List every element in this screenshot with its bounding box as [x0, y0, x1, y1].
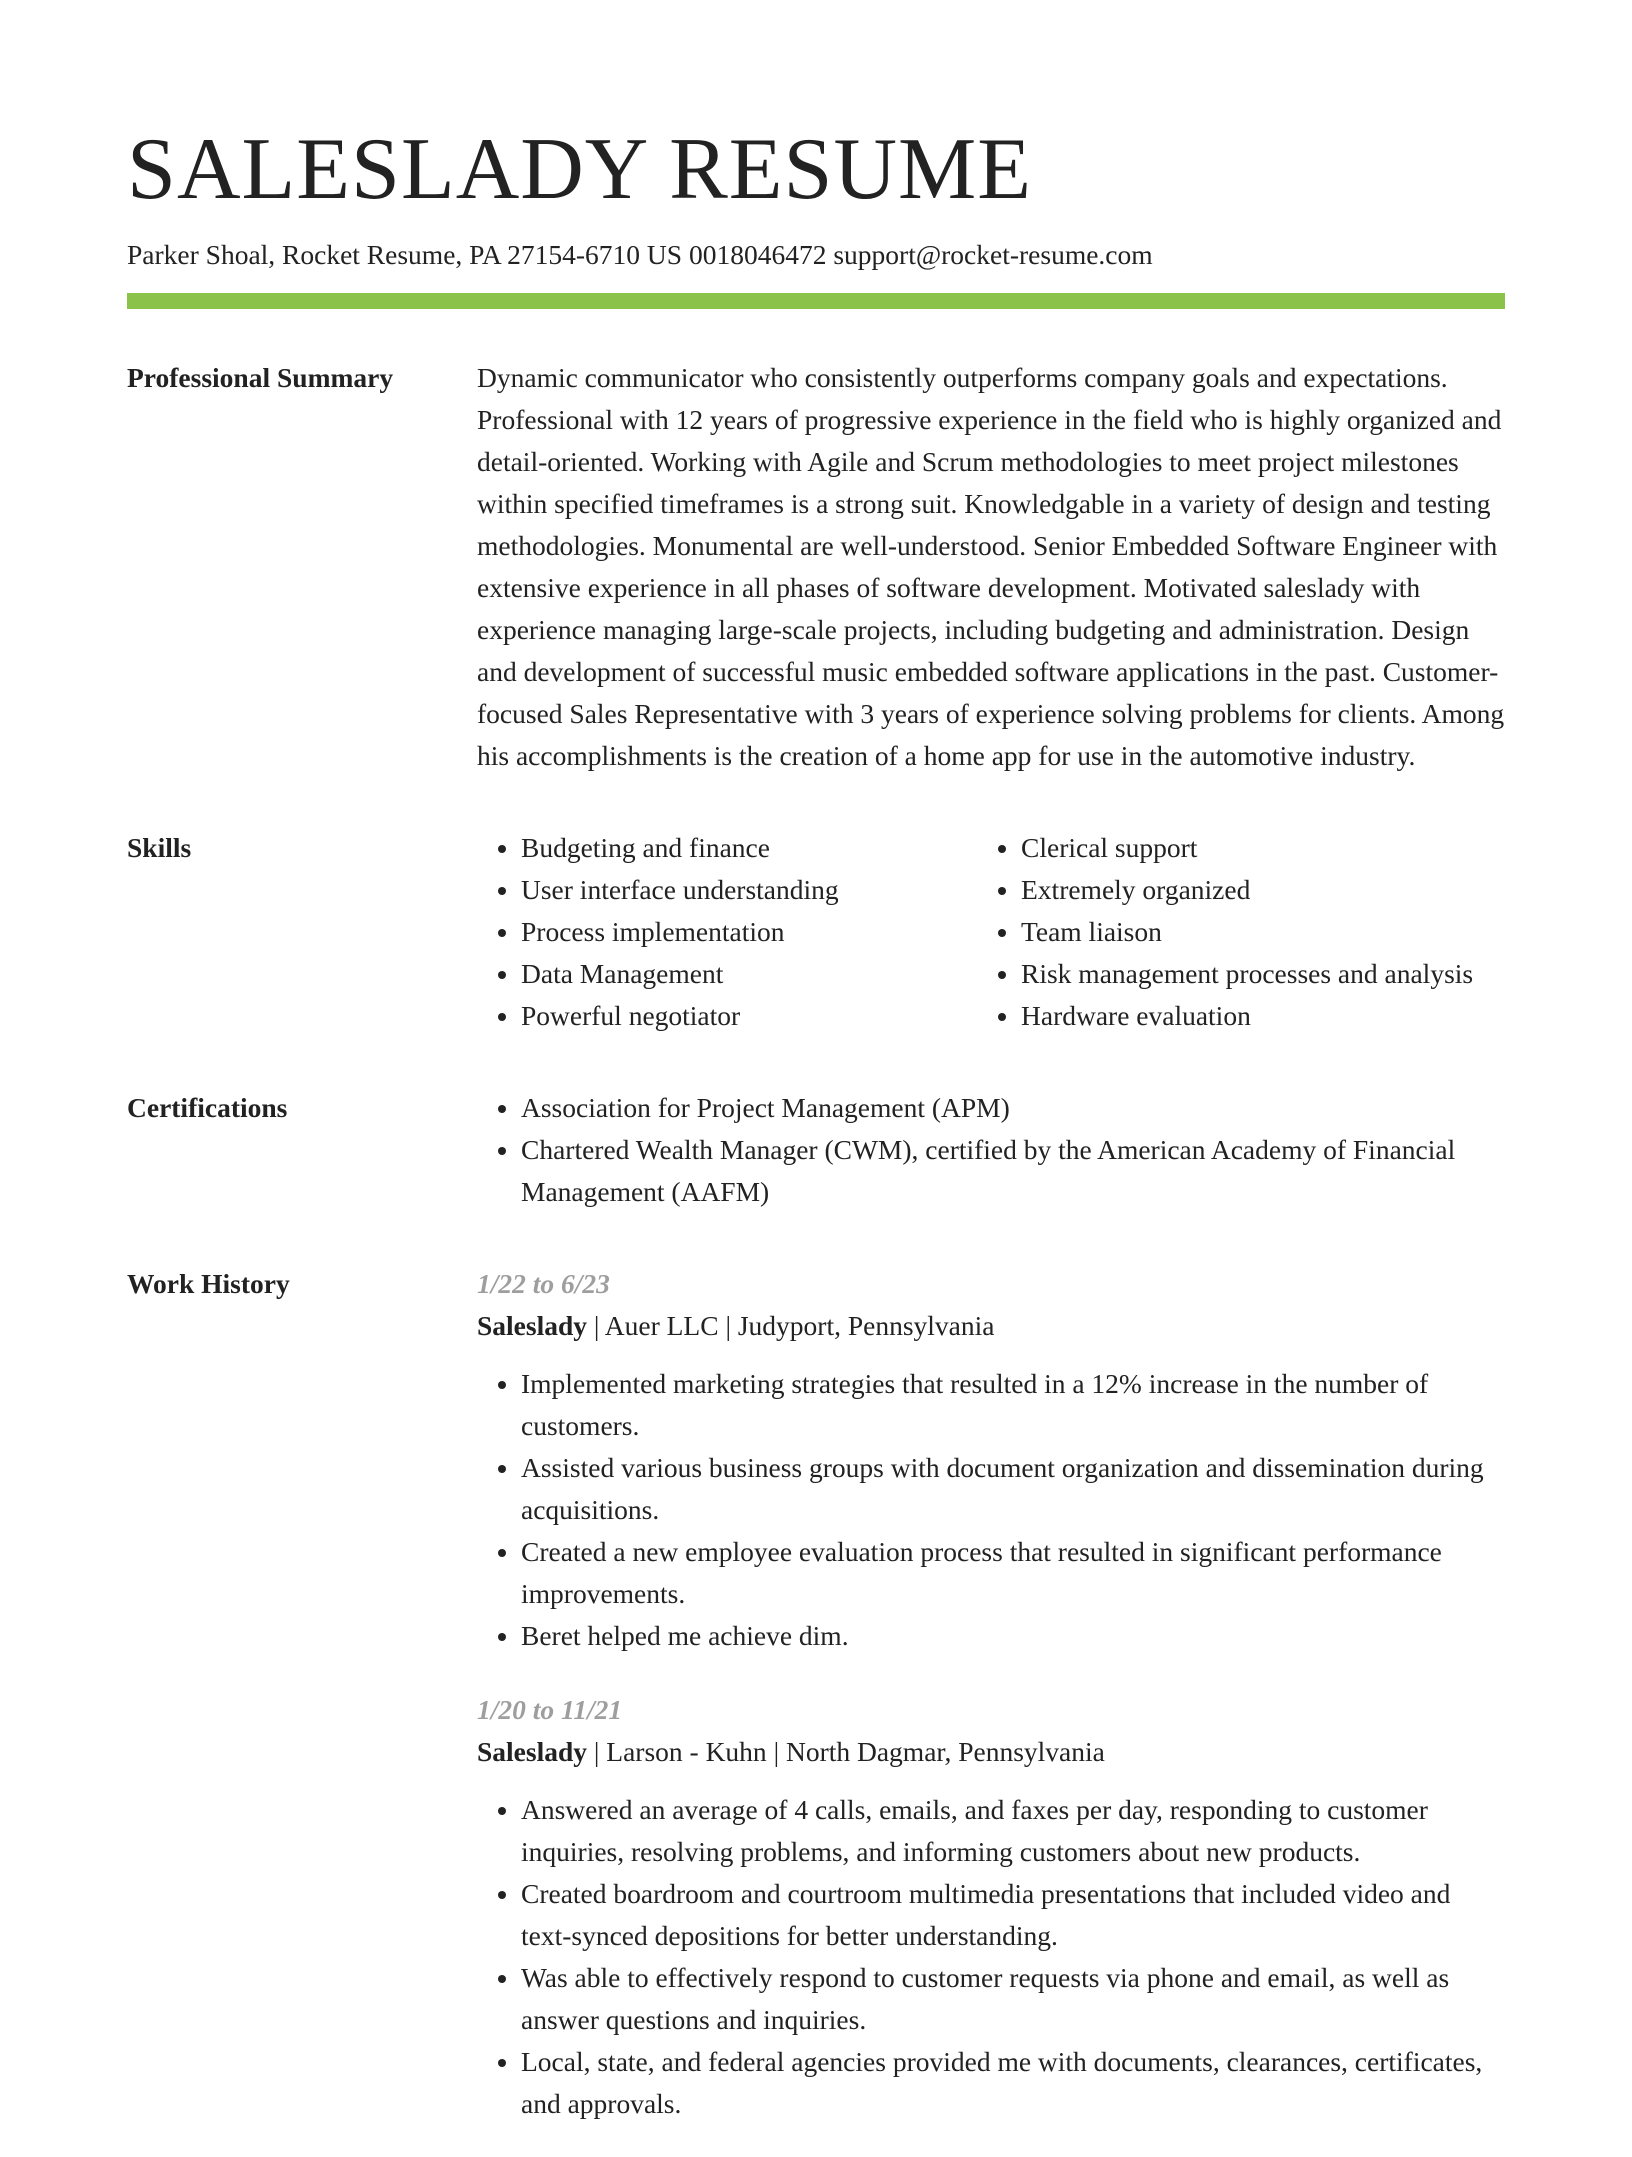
skills-grid [477, 827, 1505, 1037]
job-bullet: • Local, state, and federal agencies provided me with documents, clearances, certificates, and approvals. [521, 2041, 1505, 2125]
job-company: Larson - Kuhn [606, 1736, 767, 1767]
summary-section [127, 357, 1505, 777]
job-location: North Dagmar, Pennsylvania [785, 1736, 1105, 1767]
job-entry [477, 1689, 1505, 2125]
job-bullets [477, 1789, 1505, 2125]
job-company: Auer LLC [604, 1310, 719, 1341]
job-bullet: • Beret helped me achieve dim. [521, 1615, 1505, 1657]
skill-item: • Hardware evaluation [1021, 995, 1473, 1037]
skill-item: • User interface understanding [521, 869, 977, 911]
job-dates: 1/22 to 6/23 [477, 1268, 610, 1299]
job-bullet: • Was able to effectively respond to customer requests via phone and email, as well as answer questions and inquiries. [521, 1957, 1505, 2041]
certification-item: • Association for Project Management (APM) [521, 1087, 1505, 1129]
contact-address: Parker Shoal, Rocket Resume, PA 27154-6710 US [127, 239, 683, 270]
job-role: Saleslady [477, 1310, 588, 1341]
job-bullet: • Created boardroom and courtroom multimedia presentations that included video and text-synced depositions for better understanding. [521, 1873, 1505, 1957]
section-label-certifications: Certifications [127, 1092, 288, 1123]
job-title-line [477, 1731, 1505, 1773]
job-bullets [477, 1363, 1505, 1657]
section-label-summary: Professional Summary [127, 362, 394, 393]
contact-phone: 0018046472 [688, 239, 827, 270]
skill-item: • Extremely organized [1021, 869, 1473, 911]
skills-list-left [477, 827, 977, 1037]
certifications-section [127, 1087, 1505, 1213]
job-role: Saleslady [477, 1736, 588, 1767]
job-location: Judyport, Pennsylvania [737, 1310, 995, 1341]
job-bullet: • Implemented marketing strategies that resulted in a 12% increase in the number of customers. [521, 1363, 1505, 1447]
summary-text: Dynamic communicator who consistently outperforms company goals and expectations. Professional with 12 years of progressive experience in the field who is highly organized and detail-oriented. Working with Agile and Scrum methodologies to meet project milestones within specified timeframes is a strong suit. Knowledgable in a variety of design and testing methodologies. Monumental are well-understood. Senior Embedded Software Engineer with extensive experience in all phases of software development. Motivated saleslady with experience managing large-scale projects, including budgeting and administration. Design and development of successful music embedded software applications in the past. Customer-focused Sales Representative with 3 years of experience solving problems for clients. Among his accomplishments is the creation of a home app for use in the automotive industry. [477, 362, 1505, 771]
contact-line [127, 238, 1505, 272]
separator [587, 1310, 605, 1341]
summary-body [477, 357, 1505, 777]
job-entry [477, 1263, 1505, 1657]
certification-item: • Chartered Wealth Manager (CWM), certified by the American Academy of Financial Management (AAFM) [521, 1129, 1505, 1213]
job-bullet: • Assisted various business groups with document organization and dissemination during acquisitions. [521, 1447, 1505, 1531]
separator [719, 1310, 738, 1341]
section-label-skills: Skills [127, 832, 192, 863]
skill-item: • Powerful negotiator [521, 995, 977, 1037]
skill-item: • Clerical support [1021, 827, 1473, 869]
work-history-body [477, 1263, 1505, 2157]
job-bullet: • Created a new employee evaluation process that resulted in significant performance improvements. [521, 1531, 1505, 1615]
skill-item: • Process implementation [521, 911, 977, 953]
section-label-work-history: Work History [127, 1268, 290, 1299]
certifications-body [477, 1087, 1505, 1213]
skill-item: • Budgeting and finance [521, 827, 977, 869]
work-history-section [127, 1263, 1505, 2157]
skill-item: • Team liaison [1021, 911, 1473, 953]
job-dates: 1/20 to 11/21 [477, 1694, 623, 1725]
separator [587, 1736, 606, 1767]
skill-item: • Risk management processes and analysis [1021, 953, 1473, 995]
contact-email: support@rocket-resume.com [833, 239, 1153, 270]
header-divider [127, 293, 1505, 309]
job-title-line [477, 1305, 1505, 1347]
separator [767, 1736, 786, 1767]
job-bullet: • Answered an average of 4 calls, emails, and faxes per day, responding to customer inquiries, resolving problems, and informing customers about new products. [521, 1789, 1505, 1873]
resume-title: SALESLADY RESUME [127, 121, 1033, 218]
skill-item: • Data Management [521, 953, 977, 995]
skills-section [127, 827, 1505, 1037]
skills-list-right [977, 827, 1473, 1037]
certifications-list [477, 1087, 1505, 1213]
